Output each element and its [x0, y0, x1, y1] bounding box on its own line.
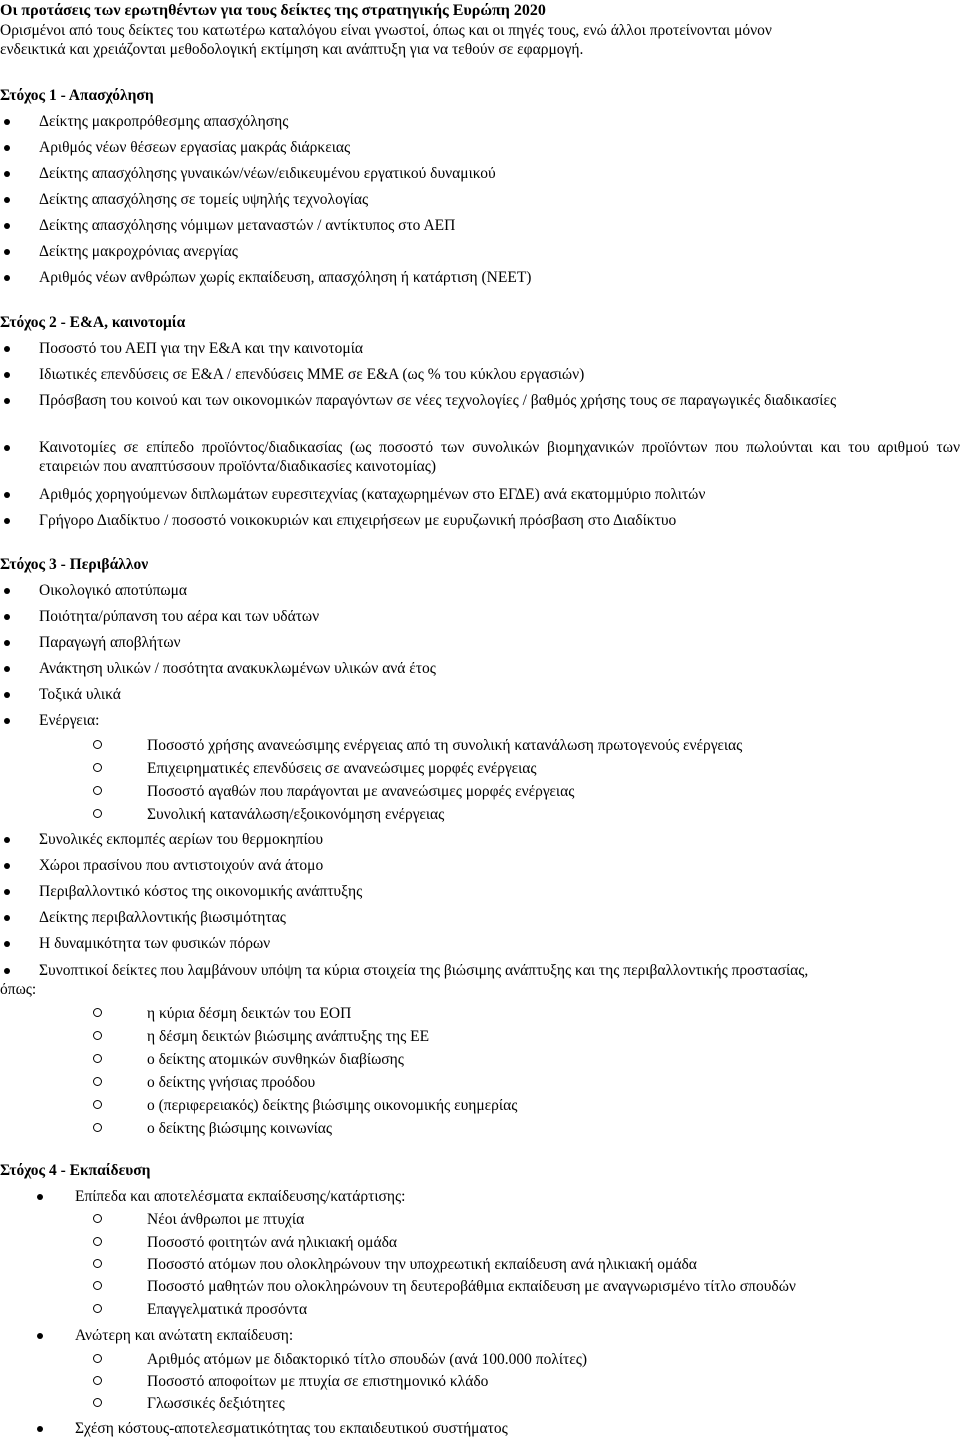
circle-bullet-icon — [93, 1398, 102, 1407]
list-item-text: Ιδιωτικές επενδύσεις σε Ε&Α / επενδύσεις ΜΜΕ σε Ε&Α (ως % του κύκλου εργασιών) — [39, 366, 585, 383]
bullet-icon — [4, 119, 10, 125]
circle-bullet-icon — [93, 1054, 102, 1063]
bullet-icon — [4, 837, 10, 843]
list-item-text: Συνοπτικοί δείκτες που λαμβάνουν υπόψη τα κύρια στοιχεία της βιώσιμης ανάπτυξης και της περιβαλλοντικής προστασίας, — [39, 962, 809, 979]
circle-bullet-icon — [93, 1354, 102, 1363]
circle-bullet-icon — [93, 1031, 102, 1040]
bullet-icon — [4, 275, 10, 281]
sub-list-item-text: η κύρια δέσμη δεικτών του ΕΟΠ — [147, 1005, 352, 1022]
bullet-icon — [37, 1426, 43, 1432]
bullet-icon — [4, 889, 10, 895]
list-item-text: Αριθμός νέων ανθρώπων χωρίς εκπαίδευση, απασχόληση ή κατάρτιση (NEET) — [39, 269, 532, 286]
list-item-text: Ανάκτηση υλικών / ποσότητα ανακυκλωμένων υλικών ανά έτος — [39, 660, 436, 677]
list-item-text: Οικολογικό αποτύπωμα — [39, 582, 188, 599]
sub-list-item-text: Γλωσσικές δεξιότητες — [147, 1395, 285, 1412]
list-item-text: Δείκτης περιβαλλοντικής βιωσιμότητας — [39, 909, 286, 926]
list-item-text: Η δυναμικότητα των φυσικών πόρων — [39, 935, 271, 952]
sub-list-item-text: η δέσμη δεικτών βιώσιμης ανάπτυξης της ΕΕ — [147, 1028, 430, 1045]
list-item-text: Παραγωγή αποβλήτων — [39, 634, 181, 651]
list-item-text: Δείκτης απασχόλησης σε τομείς υψηλής τεχνολογίας — [39, 191, 369, 208]
sub-list-item-text: Επιχειρηματικές επενδύσεις σε ανανεώσιμες μορφές ενέργειας — [147, 760, 537, 777]
list-item-text: Τοξικά υλικά — [39, 686, 121, 703]
circle-bullet-icon — [93, 1100, 102, 1109]
list-item-text: Ενέργεια: — [39, 712, 100, 729]
circle-bullet-icon — [93, 1259, 102, 1268]
sub-list-item-text: Νέοι άνθρωποι με πτυχία — [147, 1211, 305, 1228]
bullet-icon — [4, 666, 10, 672]
document-title: Οι προτάσεις των ερωτηθέντων για τους δείκτες της στρατηγικής Ευρώπη 2020 — [0, 2, 546, 19]
circle-bullet-icon — [93, 1281, 102, 1290]
list-item-text: Χώροι πρασίνου που αντιστοιχούν ανά άτομο — [39, 857, 324, 874]
list-item-text-continuation: όπως: — [0, 981, 37, 998]
circle-bullet-icon — [93, 1077, 102, 1086]
list-item-text: Δείκτης απασχόλησης γυναικών/νέων/ειδικευμένου εργατικού δυναμικού — [39, 165, 496, 182]
circle-bullet-icon — [93, 1376, 102, 1385]
sub-list-item-text: Ποσοστό μαθητών που ολοκληρώνουν τη δευτεροβάθμια εκπαίδευση με αναγνωρισμένο τίτλο σπουδών — [147, 1278, 796, 1295]
bullet-icon — [37, 1333, 43, 1339]
sub-list-item-text: Ποσοστό χρήσης ανανεώσιμης ενέργειας από τη συνολική κατανάλωση πρωτογενούς ενέργειας — [147, 737, 743, 754]
sub-list-item-text: ο δείκτης βιώσιμης κοινωνίας — [147, 1120, 333, 1137]
list-item-text: Περιβαλλοντικό κόστος της οικονομικής ανάπτυξης — [39, 883, 363, 900]
bullet-icon — [37, 1194, 43, 1200]
list-item-text: Ποιότητα/ρύπανση του αέρα και των υδάτων — [39, 608, 320, 625]
section-heading-environment: Στόχος 3 - Περιβάλλον — [0, 556, 149, 573]
bullet-icon — [4, 640, 10, 646]
sub-list-item-text: Επαγγελματικά προσόντα — [147, 1301, 308, 1318]
list-item-text: Αριθμός χορηγούμενων διπλωμάτων ευρεσιτεχνίας (καταχωρημένων στο ΕΓΔΕ) ανά εκατομμύριο πολιτών — [39, 486, 706, 503]
bullet-icon — [4, 249, 10, 255]
bullet-icon — [4, 718, 10, 724]
list-item-text: Καινοτομίες σε επίπεδο προϊόντος/διαδικασίας (ως ποσοστό των συνολικών βιομηχανικών προϊόντων που πωλούνται και του αριθμού των εταιρειών που αναπτύσσουν προϊόντα/διαδικασίες καινοτομίας) — [39, 439, 960, 475]
bullet-icon — [4, 518, 10, 524]
sub-list-item-text: Συνολική κατανάλωση/εξοικονόμηση ενέργειας — [147, 806, 445, 823]
sub-list-item-text: Αριθμός ατόμων με διδακτορικό τίτλο σπουδών (ανά 100.000 πολίτες) — [147, 1351, 588, 1368]
circle-bullet-icon — [93, 1008, 102, 1017]
intro-paragraph — [0, 21, 960, 59]
bullet-icon — [4, 692, 10, 698]
bullet-icon — [4, 445, 10, 451]
section-heading-education: Στόχος 4 - Εκπαίδευση — [0, 1162, 151, 1179]
bullet-icon — [4, 171, 10, 177]
list-item-text: Επίπεδα και αποτελέσματα εκπαίδευσης/κατάρτισης: — [75, 1188, 406, 1205]
sub-list-item-text: Ποσοστό ατόμων που ολοκληρώνουν την υποχρεωτική εκπαίδευση ανά ηλικιακή ομάδα — [147, 1256, 697, 1273]
bullet-icon — [4, 223, 10, 229]
circle-bullet-icon — [93, 1214, 102, 1223]
bullet-icon — [4, 941, 10, 947]
sub-list-item-text: ο δείκτης ατομικών συνθηκών διαβίωσης — [147, 1051, 404, 1068]
section-heading-rd: Στόχος 2 - Ε&Α, καινοτομία — [0, 314, 186, 331]
bullet-icon — [4, 915, 10, 921]
sub-list-item-text: ο (περιφερειακός) δείκτης βιώσιμης οικονομικής ευημερίας — [147, 1097, 518, 1114]
bullet-icon — [4, 346, 10, 352]
intro-line: ενδεικτικά και χρειάζονται μεθοδολογική εκτίμηση και ανάπτυξη για να τεθούν σε εφαρμογή. — [0, 41, 584, 58]
intro-line: Ορισμένοι από τους δείκτες του κατωτέρω καταλόγου είναι γνωστοί, όπως και οι πηγές τους, ενώ άλλοι προτείνονται μόνον — [0, 22, 772, 39]
bullet-icon — [4, 145, 10, 151]
circle-bullet-icon — [93, 1304, 102, 1313]
section-heading-employment: Στόχος 1 - Απασχόληση — [0, 87, 154, 104]
sub-list-item-text: Ποσοστό αγαθών που παράγονται με ανανεώσιμες μορφές ενέργειας — [147, 783, 575, 800]
circle-bullet-icon — [93, 740, 102, 749]
list-item-text: Γρήγορο Διαδίκτυο / ποσοστό νοικοκυριών και επιχειρήσεων με ευρυζωνική πρόσβαση στο Διαδίκτυο — [39, 512, 677, 529]
circle-bullet-icon — [93, 1123, 102, 1132]
list-item-text: Αριθμός νέων θέσεων εργασίας μακράς διάρκειας — [39, 139, 351, 156]
sub-list-item-text: Ποσοστό αποφοίτων με πτυχία σε επιστημονικό κλάδο — [147, 1373, 489, 1390]
circle-bullet-icon — [93, 1237, 102, 1246]
circle-bullet-icon — [93, 786, 102, 795]
list-item-text: Δείκτης μακροχρόνιας ανεργίας — [39, 243, 238, 260]
bullet-icon — [4, 968, 10, 974]
list-item-text: Πρόσβαση του κοινού και των οικονομικών παραγόντων σε νέες τεχνολογίες / βαθμός χρήσης τους σε παραγωγικές διαδικασίες — [39, 392, 837, 409]
circle-bullet-icon — [93, 763, 102, 772]
circle-bullet-icon — [93, 809, 102, 818]
list-item-text: Συνολικές εκπομπές αερίων του θερμοκηπίου — [39, 831, 324, 848]
list-item-text: Δείκτης μακροπρόθεσμης απασχόλησης — [39, 113, 289, 130]
list-item-text: Δείκτης απασχόλησης νόμιμων μεταναστών / αντίκτυπος στο ΑΕΠ — [39, 217, 456, 234]
sub-list-item-text: Ποσοστό φοιτητών ανά ηλικιακή ομάδα — [147, 1234, 397, 1251]
bullet-icon — [4, 492, 10, 498]
list-item-text: Σχέση κόστους-αποτελεσματικότητας του εκπαιδευτικού συστήματος — [75, 1420, 508, 1437]
bullet-icon — [4, 863, 10, 869]
list-item-text: Ποσοστό του ΑΕΠ για την Ε&Α και την καινοτομία — [39, 340, 363, 357]
bullet-icon — [4, 372, 10, 378]
sub-list-item-text: ο δείκτης γνήσιας προόδου — [147, 1074, 316, 1091]
bullet-icon — [4, 614, 10, 620]
bullet-icon — [4, 588, 10, 594]
bullet-icon — [4, 197, 10, 203]
bullet-icon — [4, 398, 10, 404]
list-item-text: Ανώτερη και ανώτατη εκπαίδευση: — [75, 1327, 294, 1344]
